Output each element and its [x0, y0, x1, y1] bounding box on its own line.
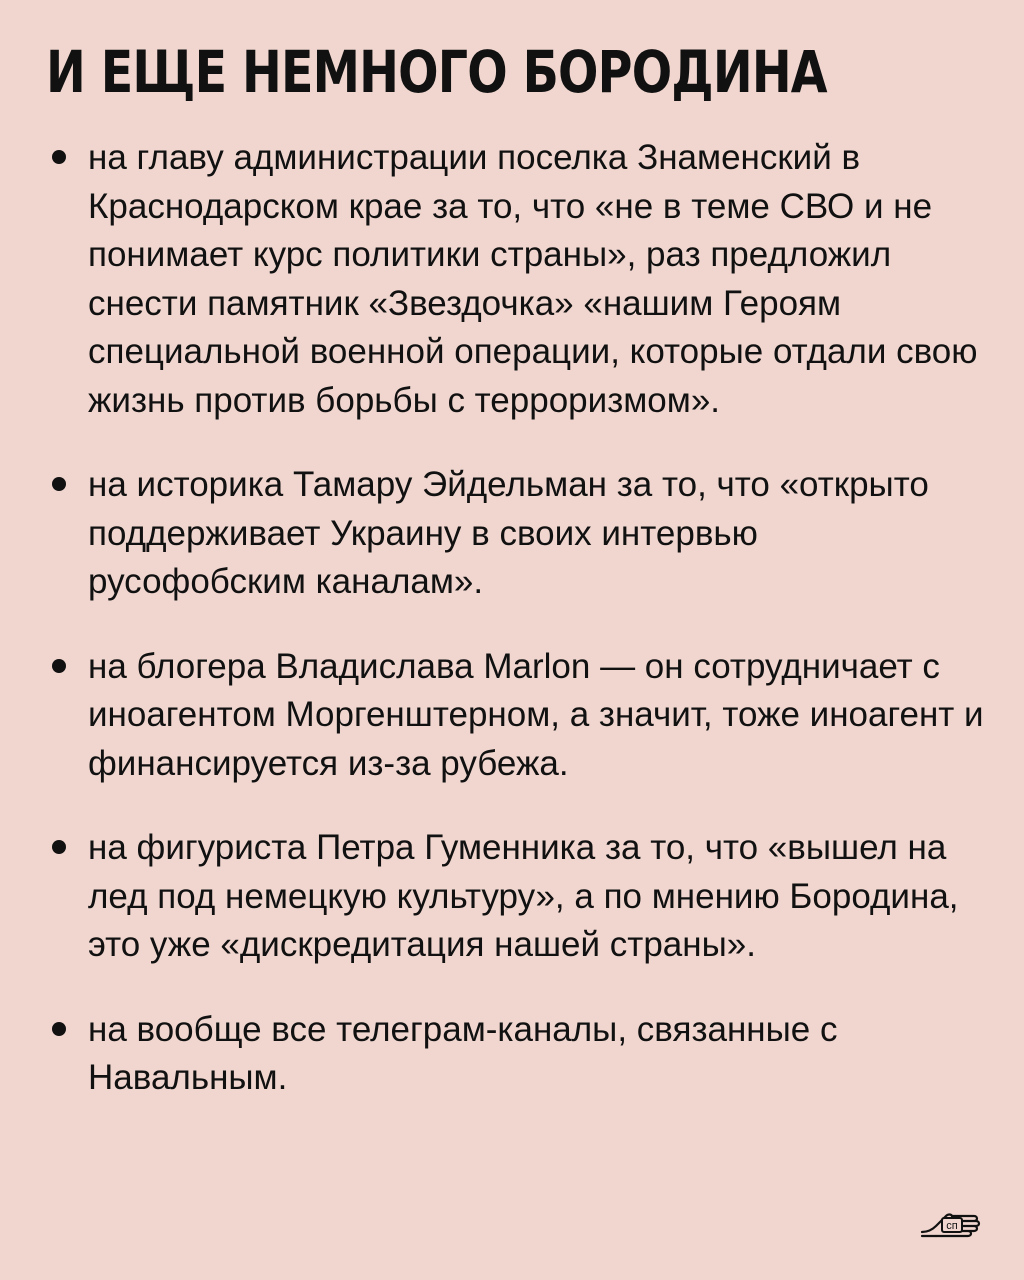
list-item	[0, 461, 1024, 607]
list-item-text: на историка Тамару Эйдельман за то, что «открыто поддерживает Украину в своих интервью русофобским каналам».	[88, 465, 929, 601]
list-item-text: на главу администрации поселка Знаменский в Краснодарском крае за то, что «не в теме СВО и не понимает курс политики страны», раз предложил снести памятник «Звездочка» «нашим Героям специальной военной операции, которые отдали свою жизнь против борьбы с терроризмом».	[88, 138, 978, 420]
bullet-icon	[52, 840, 66, 854]
bullet-icon	[52, 150, 66, 164]
list-item-text: на вообще все телеграм-каналы, связанные с Навальным.	[88, 1009, 838, 1097]
bullet-icon	[52, 1022, 66, 1036]
logo-text: сп	[946, 1220, 958, 1232]
bullet-list	[0, 134, 1024, 1139]
hand-logo-icon	[918, 1196, 982, 1244]
list-item	[0, 134, 1024, 425]
page-title: И ЕЩЕ НЕМНОГО БОРОДИНА	[46, 38, 827, 106]
list-item	[0, 643, 1024, 789]
bullet-icon	[52, 659, 66, 673]
list-item-text: на фигуриста Петра Гуменника за то, что «вышел на лед под немецкую культуру», а по мнению Бородина, это уже «дискредитация нашей страны».	[88, 828, 959, 964]
list-item	[0, 1006, 1024, 1103]
list-item-text: на блогера Владислава Marlon — он сотрудничает с иноагентом Моргенштерном, а значит, тоже иноагент и финансируется из-за рубежа.	[88, 646, 984, 783]
list-item	[0, 824, 1024, 970]
bullet-icon	[52, 477, 66, 491]
